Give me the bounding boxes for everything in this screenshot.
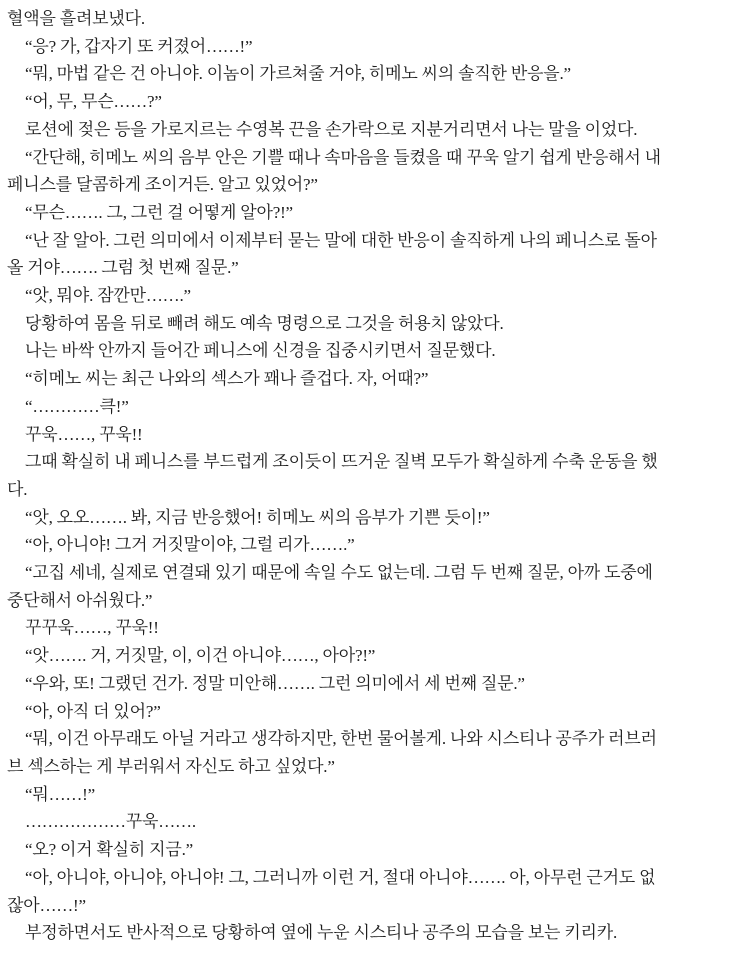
- text-line: “무슨……. 그, 그런 걸 어떻게 알아?!”: [25, 202, 293, 222]
- text-line: 부정하면서도 반사적으로 당황하여 옆에 누운 시스티나 공주의 모습을 보는 키리카.: [25, 923, 618, 943]
- text-line: “뭐, 마법 같은 건 아니야. 이놈이 가르쳐줄 거야, 히메노 씨의 솔직한 반응을.”: [25, 64, 571, 84]
- text-line: “앗, 뭐야. 잠깐만…….”: [25, 286, 191, 306]
- text-line: 나는 바싹 안까지 들어간 페니스에 신경을 집중시키면서 질문했다.: [25, 341, 496, 361]
- text-line: “어, 무, 무슨……?”: [25, 92, 162, 112]
- text-line: 중단해서 아쉬웠다.”: [7, 590, 153, 610]
- text-line: “히메노 씨는 최근 나와의 섹스가 꽤나 즐겁다. 자, 어때?”: [25, 369, 429, 389]
- text-line: “고집 세네, 실제로 연결돼 있기 때문에 속일 수도 없는데. 그럼 두 번째 질문, 아까 도중에: [25, 563, 653, 583]
- text-line: “간단해, 히메노 씨의 음부 안은 기쁠 때나 속마음을 들켰을 때 꾸욱 알기 쉽게 반응해서 내: [25, 147, 661, 167]
- text-line: “앗, 오오……. 봐, 지금 반응했어! 히메노 씨의 음부가 기쁜 듯이!”: [25, 507, 490, 527]
- text-line: “아, 아니야! 그거 거짓말이야, 그럴 리가…….”: [25, 535, 355, 555]
- text-line: 로션에 젖은 등을 가로지르는 수영복 끈을 손가락으로 지분거리면서 나는 말을 이었다.: [25, 119, 638, 139]
- text-line: “뭐……!”: [25, 784, 95, 804]
- text-line: 페니스를 달콤하게 조이거든. 알고 있었어?”: [7, 175, 318, 195]
- text-line: 잖아……!”: [7, 895, 86, 915]
- text-line: “오? 이거 확실히 지금.”: [25, 840, 194, 860]
- text-line: “아, 아직 더 있어?”: [25, 701, 161, 721]
- text-line: ………………꾸욱…….: [25, 812, 196, 832]
- text-line: “난 잘 알아. 그런 의미에서 이제부터 묻는 말에 대한 반응이 솔직하게 나의 페니스로 돌아: [25, 230, 657, 250]
- text-line: 혈액을 흘려보냈다.: [7, 9, 145, 28]
- text-line: 브 섹스하는 게 부러워서 자신도 하고 싶었다.”: [7, 756, 335, 776]
- text-line: 당황하여 몸을 뒤로 빼려 해도 예속 명령으로 그것을 허용치 않았다.: [25, 313, 504, 333]
- text-line: “응? 가, 갑자기 또 커졌어……!”: [25, 36, 253, 56]
- text-line: 그때 확실히 내 페니스를 부드럽게 조이듯이 뜨거운 질벽 모두가 확실하게 수축 운동을 했: [25, 452, 658, 472]
- text-line: “우와, 또! 그랬던 건가. 정말 미안해……. 그런 의미에서 세 번째 질문.”: [25, 673, 525, 693]
- text-line: 다.: [7, 479, 28, 499]
- text-line: 꾸욱……, 꾸욱!!: [25, 424, 143, 444]
- text-line: 꾸꾸욱……, 꾸욱!!: [25, 618, 159, 638]
- text-line: “…………큭!”: [25, 396, 129, 416]
- text-line: “앗……. 거, 거짓말, 이, 이건 아니야……, 아아?!”: [25, 646, 376, 666]
- text-line: “아, 아니야, 아니야, 아니야! 그, 그러니까 이런 거, 절대 아니야……. 아, 아무런 근거도 없: [25, 867, 656, 887]
- text-line: “뭐, 이건 아무래도 아닐 거라고 생각하지만, 한번 물어볼게. 나와 시스티나 공주가 러브러: [25, 729, 657, 749]
- text-line: 올 거야……. 그럼 첫 번째 질문.”: [7, 258, 239, 278]
